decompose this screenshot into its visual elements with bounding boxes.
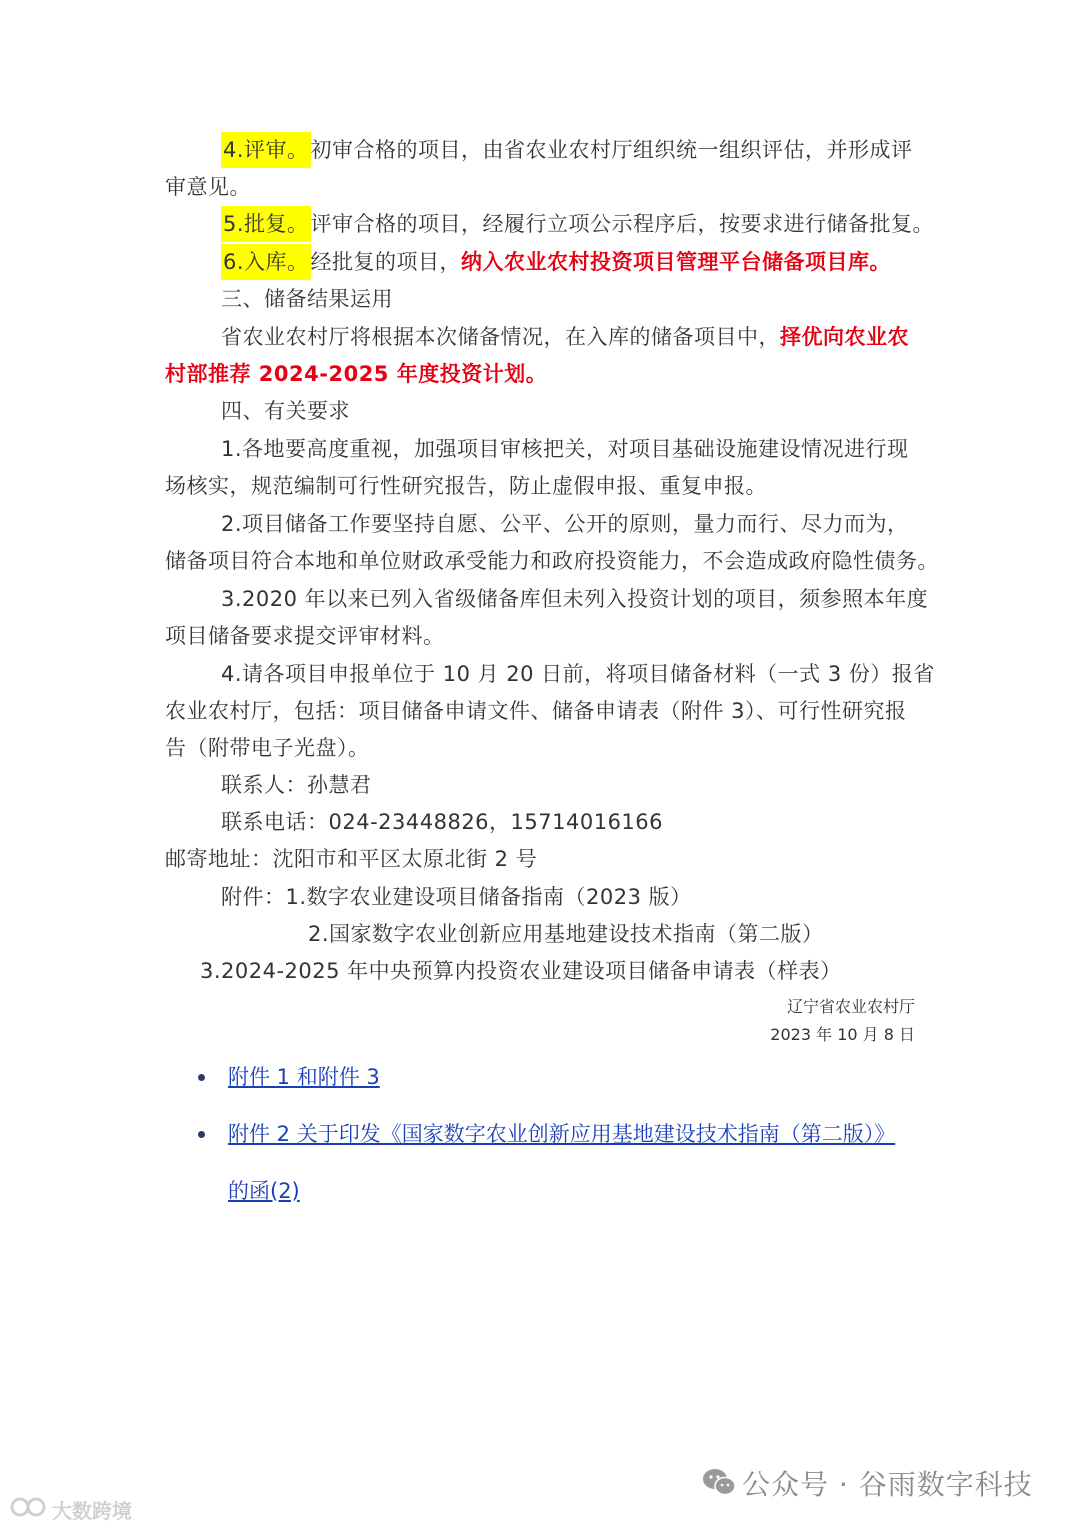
section-3-red-2: 村部推荐 2024-2025 年度投资计划。 bbox=[165, 362, 548, 386]
label-approval: 5.批复。 bbox=[221, 206, 311, 242]
section-3-red-1: 择优向农业农 bbox=[780, 325, 909, 349]
requirement-2-line2: 储备项目符合本地和单位财政承受能力和政府投资能力，不会造成政府隐性债务。 bbox=[165, 549, 939, 573]
section-3-heading: 三、储备结果运用 bbox=[221, 287, 393, 311]
requirement-4-line2: 农业农村厅，包括：项目储备申请文件、储备申请表（附件 3）、可行性研究报 bbox=[165, 699, 907, 723]
requirement-4-line1: 4.请各项目申报单位于 10 月 20 日前，将项目储备材料（一式 3 份）报省 bbox=[221, 662, 935, 686]
contact-person: 联系人：孙慧君 bbox=[221, 773, 372, 797]
label-storage: 6.入库。 bbox=[221, 244, 311, 280]
requirement-2-line1: 2.项目储备工作要坚持自愿、公平、公开的原则，量力而行、尽力而为， bbox=[221, 512, 909, 536]
attachment-3: 3.2024-2025 年中央预算内投资农业建设项目储备申请表（样表） bbox=[200, 959, 842, 983]
mailing-address: 邮寄地址：沈阳市和平区太原北街 2 号 bbox=[165, 847, 538, 871]
section-4-heading: 四、有关要求 bbox=[221, 399, 350, 423]
storage-text: 经批复的项目， bbox=[310, 250, 462, 274]
wechat-watermark: 公众号 · 谷雨数字科技 bbox=[742, 1468, 1033, 1501]
paragraph-approval bbox=[221, 206, 981, 243]
section-3-text: 省农业农村厅将根据本次储备情况，在入库的储备项目中， bbox=[221, 325, 780, 349]
review-text: 初审合格的项目，由省农业农村厅组织统一组织评估，并形成评 bbox=[310, 138, 913, 162]
storage-red-text: 纳入农业农村投资项目管理平台储备项目库。 bbox=[461, 250, 892, 274]
section-3-line1 bbox=[221, 319, 981, 356]
watermark-logo-icon bbox=[10, 1495, 50, 1523]
contact-phone: 联系电话：024-23448826，15714016166 bbox=[221, 810, 664, 834]
paragraph-storage bbox=[221, 244, 981, 281]
attachment-1: 附件：1.数字农业建设项目储备指南（2023 版） bbox=[221, 885, 692, 909]
bullet-icon bbox=[198, 1131, 205, 1138]
wechat-icon bbox=[702, 1467, 736, 1501]
bullet-icon bbox=[198, 1074, 205, 1081]
paragraph-review-cont: 审意见。 bbox=[165, 175, 251, 199]
requirement-3-line1: 3.2020 年以来已列入省级储备库但未列入投资计划的项目，须参照本年度 bbox=[221, 587, 929, 611]
section-3-line2 bbox=[165, 356, 925, 393]
paragraph-review bbox=[221, 132, 981, 169]
link-attachment-2-cont[interactable]: 的函(2) bbox=[228, 1179, 300, 1203]
requirement-1-line1: 1.各地要高度重视，加强项目审核把关，对项目基础设施建设情况进行现 bbox=[221, 437, 909, 461]
requirement-4-line3: 告（附带电子光盘）。 bbox=[165, 736, 370, 760]
requirement-3-line2: 项目储备要求提交评审材料。 bbox=[165, 624, 445, 648]
issue-date: 2023 年 10 月 8 日 bbox=[770, 1025, 915, 1044]
requirement-1-line2: 场核实，规范编制可行性研究报告，防止虚假申报、重复申报。 bbox=[165, 474, 767, 498]
corner-watermark: 大数跨境 bbox=[52, 1499, 132, 1523]
label-review: 4.评审。 bbox=[221, 132, 311, 168]
attachment-2: 2.国家数字农业创新应用基地建设技术指南（第二版） bbox=[308, 922, 824, 946]
link-attachment-2[interactable]: 附件 2 关于印发《国家数字农业创新应用基地建设技术指南（第二版）》 bbox=[228, 1122, 896, 1146]
link-attachment-1-3[interactable]: 附件 1 和附件 3 bbox=[228, 1065, 380, 1089]
signer: 辽宁省农业农村厅 bbox=[786, 997, 915, 1016]
approval-text: 评审合格的项目，经履行立项公示程序后，按要求进行储备批复。 bbox=[310, 212, 935, 236]
